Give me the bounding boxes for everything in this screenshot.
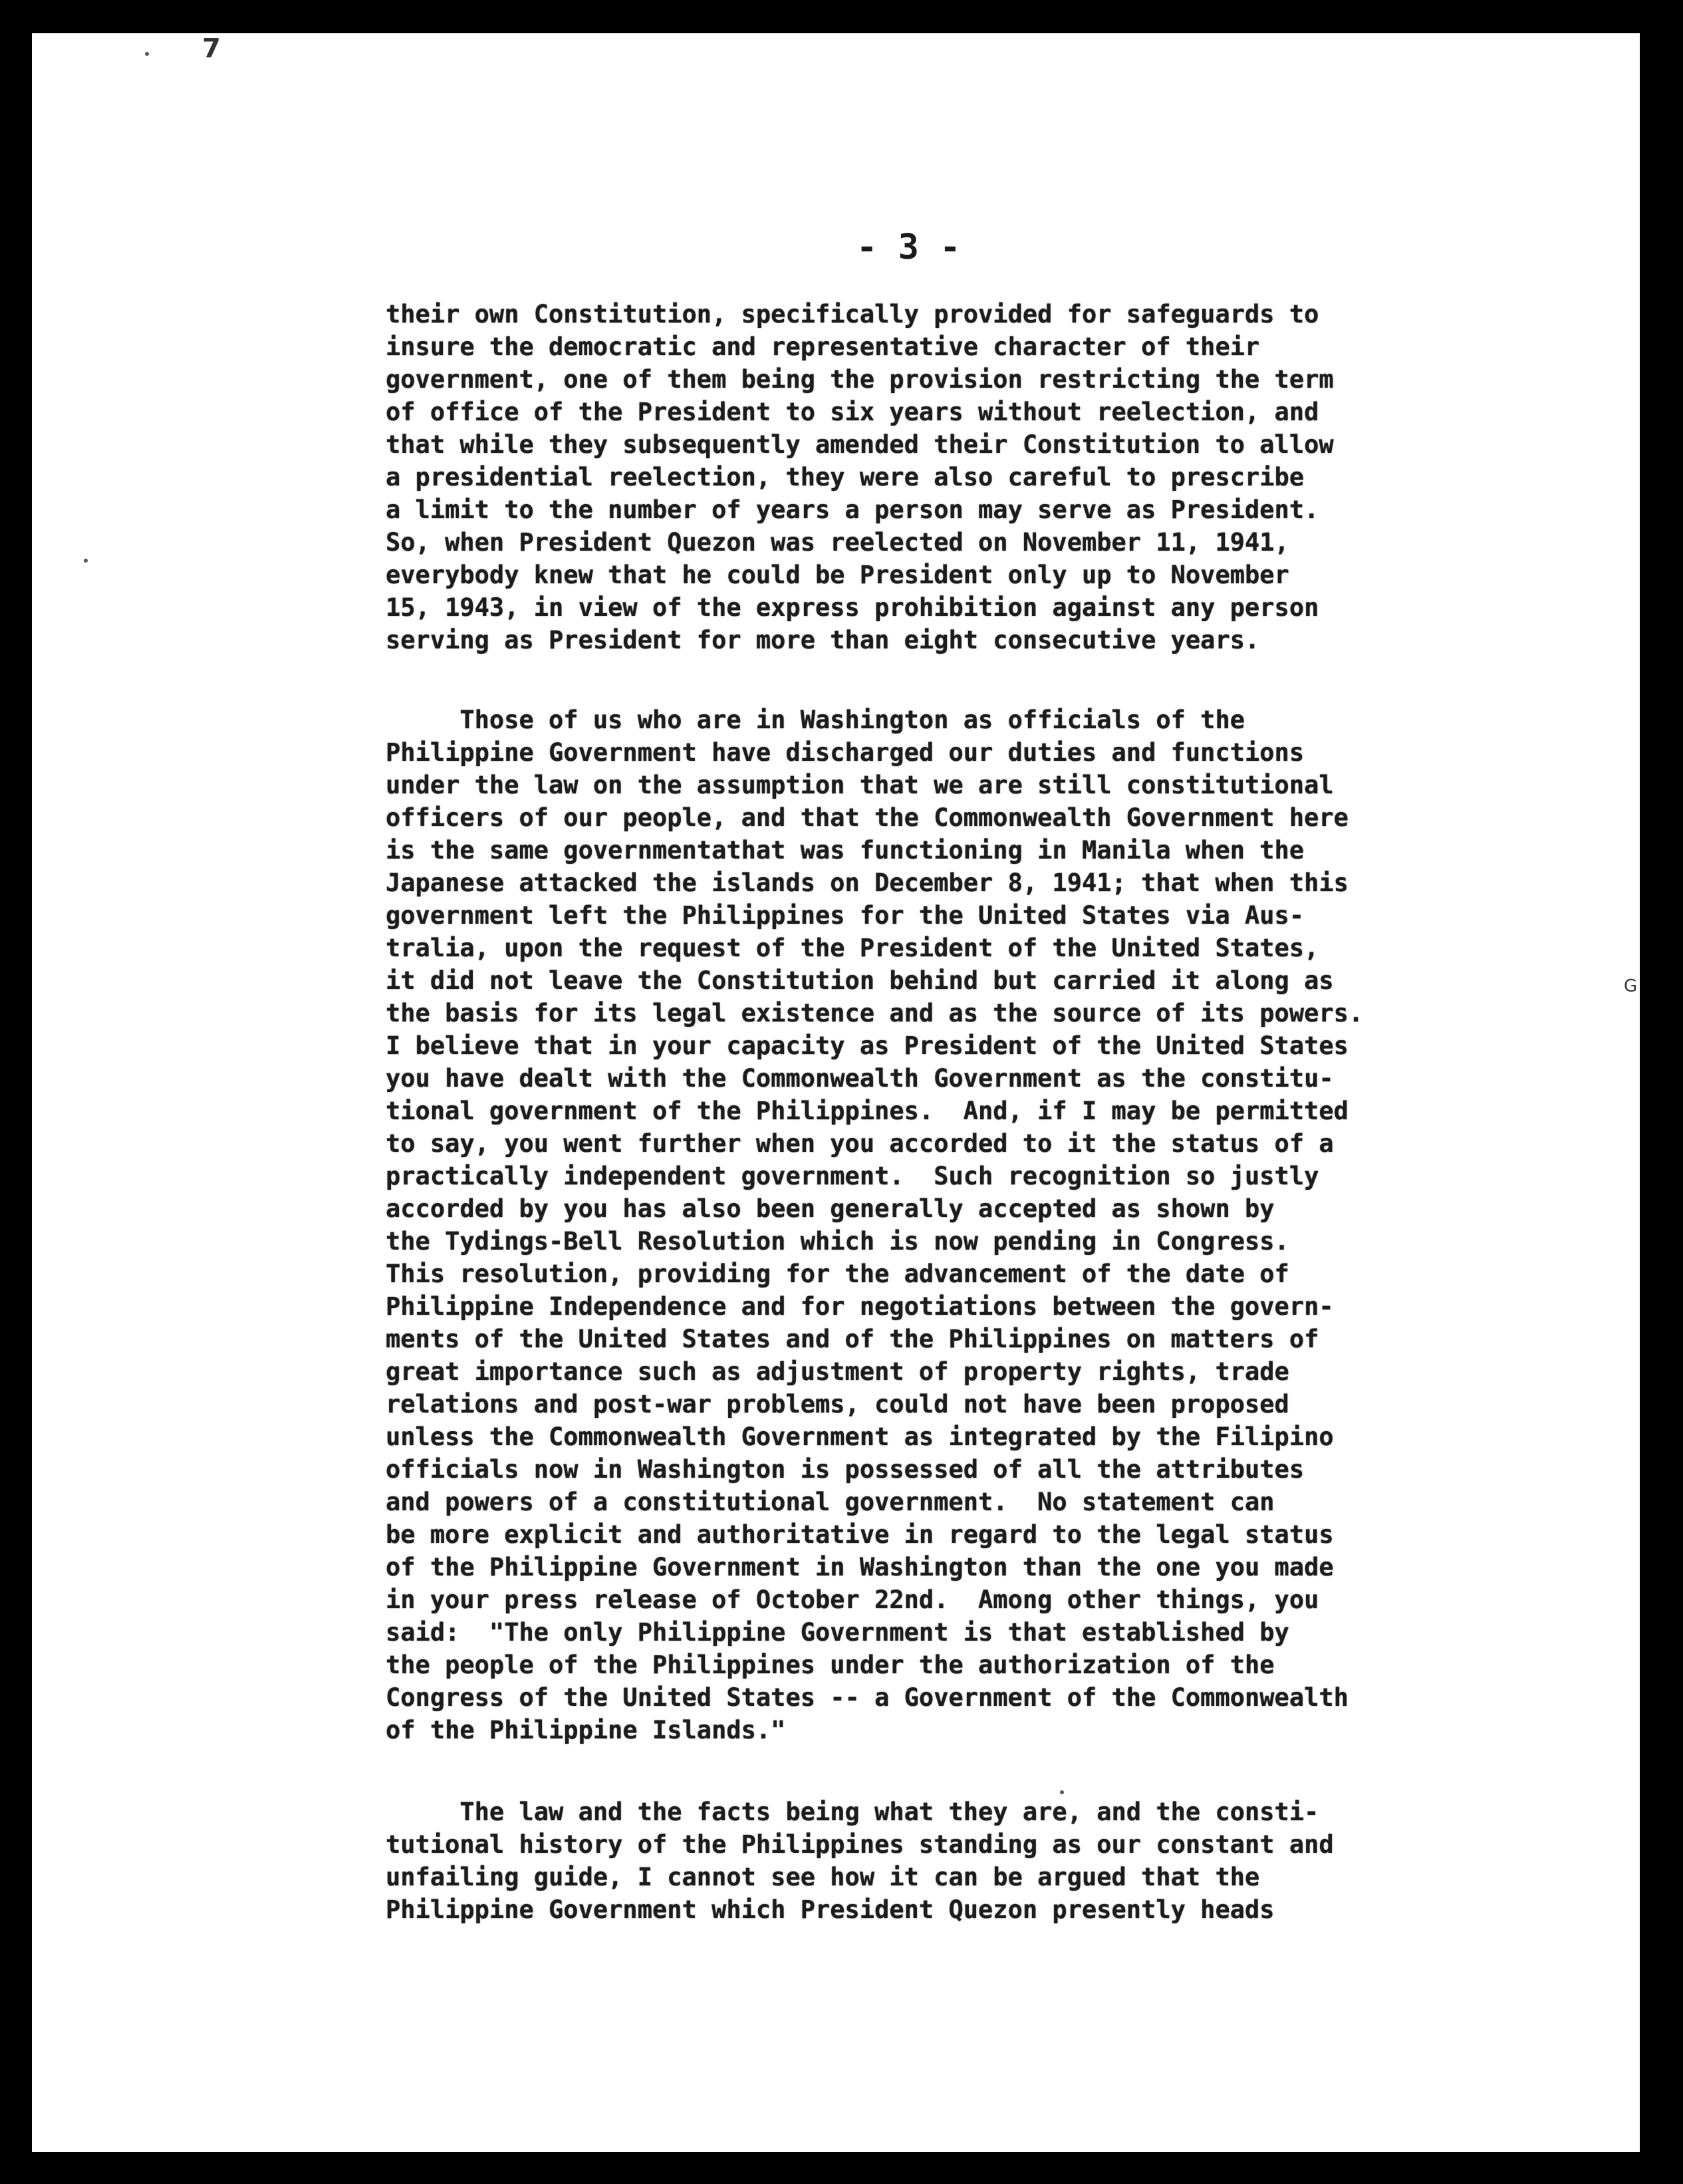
text-line: 15, 1943, in view of the express prohibition against any person (386, 593, 1319, 622)
text-line: Philippine Government have discharged our duties and functions (386, 738, 1305, 767)
text-line: government left the Philippines for the United States via Aus- (386, 901, 1305, 930)
margin-annotation: G (1624, 976, 1638, 996)
text-line: under the law on the assumption that we are still constitutional (386, 771, 1334, 799)
text-line: their own Constitution, specifically provided for safeguards to (386, 300, 1319, 329)
scan-speck (84, 559, 88, 563)
text-line: tralia, upon the request of the President of the United States, (386, 934, 1319, 962)
text-line: This resolution, providing for the advancement of the date of (386, 1260, 1289, 1288)
text-line: I believe that in your capacity as President of the United States (386, 1031, 1349, 1060)
text-line: serving as President for more than eight consecutive years. (386, 626, 1260, 654)
scan-speck (1060, 1790, 1064, 1794)
text-line: Those of us who are in Washington as officials of the (386, 706, 1245, 734)
document-page (32, 33, 1640, 2152)
text-line: in your press release of October 22nd. Among other things, you (386, 1585, 1319, 1614)
text-line: unfailing guide, I cannot see how it can be argued that the (386, 1863, 1260, 1891)
text-line: to say, you went further when you accorded to it the status of a (386, 1129, 1334, 1158)
text-line: practically independent government. Such recognition so justly (386, 1162, 1319, 1190)
text-line: the Tydings-Bell Resolution which is now pending in Congress. (386, 1227, 1289, 1256)
text-line: Philippine Independence and for negotiations between the govern- (386, 1292, 1334, 1321)
text-line: a limit to the number of years a person may serve as President. (386, 495, 1319, 524)
text-line: the basis for its legal existence and as the source of its powers. (386, 999, 1364, 1027)
text-line: So, when President Quezon was reelected on November 11, 1941, (386, 528, 1289, 557)
text-line: government, one of them being the provision restricting the term (386, 365, 1334, 394)
text-line: of office of the President to six years without reelection, and (386, 398, 1319, 426)
handwritten-margin-mark: 7 (202, 33, 221, 64)
text-line: tutional history of the Philippines standing as our constant and (386, 1830, 1334, 1859)
text-line: Japanese attacked the islands on December 8, 1941; that when this (386, 869, 1349, 897)
text-line: and powers of a constitutional government. No statement can (386, 1488, 1275, 1516)
text-line: everybody knew that he could be President only up to November (386, 561, 1289, 589)
text-line: insure the democratic and representative character of their (386, 333, 1260, 361)
text-line: the people of the Philippines under the authorization of the (386, 1651, 1275, 1679)
text-line: you have dealt with the Commonwealth Government as the constitu- (386, 1064, 1334, 1093)
scan-speck (145, 52, 149, 56)
text-line: be more explicit and authoritative in regard to the legal status (386, 1520, 1334, 1549)
text-line: great importance such as adjustment of property rights, trade (386, 1357, 1289, 1386)
text-line: said: "The only Philippine Government is that established by (386, 1618, 1289, 1647)
text-line: that while they subsequently amended their Constitution to allow (386, 430, 1334, 459)
text-line: officers of our people, and that the Commonwealth Government here (386, 803, 1349, 832)
text-line: Congress of the United States -- a Government of the Commonwealth (386, 1683, 1349, 1712)
text-line: officials now in Washington is possessed of all the attributes (386, 1455, 1305, 1484)
text-line: of the Philippine Government in Washington than the one you made (386, 1553, 1334, 1581)
text-line: The law and the facts being what they are, and the consti- (386, 1798, 1319, 1826)
text-line: relations and post-war problems, could not have been proposed (386, 1390, 1289, 1419)
text-line: a presidential reelection, they were also careful to prescribe (386, 463, 1305, 491)
text-line: ments of the United States and of the Philippines on matters of (386, 1325, 1319, 1353)
text-line: Philippine Government which President Quezon presently heads (386, 1895, 1275, 1924)
text-line: unless the Commonwealth Government as integrated by the Filipino (386, 1423, 1334, 1451)
page-number: - 3 - (856, 227, 961, 267)
text-line: of the Philippine Islands." (386, 1716, 786, 1744)
text-line: is the same governmentathat was functioning in Manila when the (386, 836, 1305, 865)
text-line: tional government of the Philippines. And, if I may be permitted (386, 1097, 1349, 1125)
text-line: it did not leave the Constitution behind but carried it along as (386, 966, 1334, 995)
text-line: accorded by you has also been generally accepted as shown by (386, 1194, 1275, 1223)
